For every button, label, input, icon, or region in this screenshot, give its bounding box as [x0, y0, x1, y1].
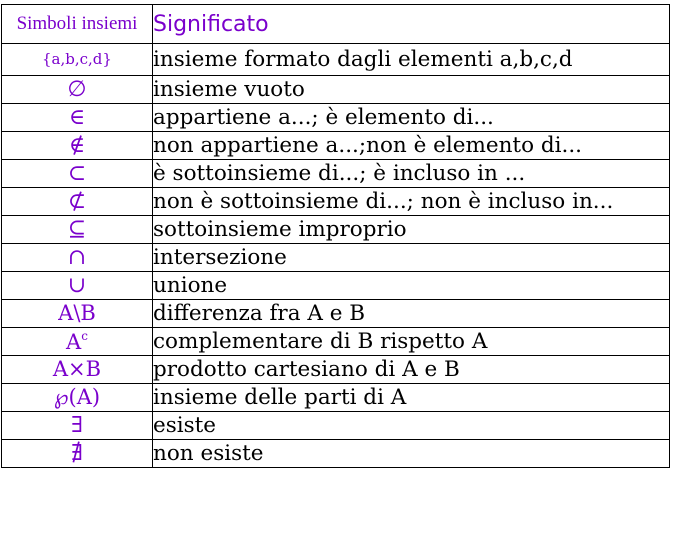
meaning-cell: unione	[153, 272, 670, 300]
symbol-cell: ⊆	[2, 216, 153, 244]
table-row	[2, 440, 670, 468]
symbol-cell: ∈	[2, 104, 153, 132]
meaning-cell: non appartiene a...;non è elemento di...	[153, 132, 670, 160]
meaning-cell: non esiste	[153, 440, 670, 468]
meaning-cell: insieme vuoto	[153, 76, 670, 104]
meaning-cell: insieme delle parti di A	[153, 384, 670, 412]
symbol-cell: ℘(A)	[2, 384, 153, 412]
meaning-cell: prodotto cartesiano di A e B	[153, 356, 670, 384]
header-meaning: Significato	[153, 5, 670, 44]
table-row	[2, 328, 670, 356]
symbol-superscript: c	[81, 329, 88, 343]
symbol-cell: ∉	[2, 132, 153, 160]
meaning-cell: esiste	[153, 412, 670, 440]
meaning-cell: è sottoinsieme di...; è incluso in ...	[153, 160, 670, 188]
table-row	[2, 44, 670, 76]
table-row	[2, 384, 670, 412]
meaning-cell: intersezione	[153, 244, 670, 272]
table-row	[2, 188, 670, 216]
symbol-cell: ∃	[2, 412, 153, 440]
table-row	[2, 272, 670, 300]
symbol-cell: A\B	[2, 300, 153, 328]
symbol-cell: ∄	[2, 440, 153, 468]
symbol-cell: ∅	[2, 76, 153, 104]
header-symbols: Simboli insiemi	[2, 5, 153, 44]
header-row	[2, 5, 670, 44]
table-row	[2, 412, 670, 440]
symbol-cell: ⊂	[2, 160, 153, 188]
symbol-cell: ∪	[2, 272, 153, 300]
meaning-cell: differenza fra A e B	[153, 300, 670, 328]
table-row	[2, 160, 670, 188]
table-row	[2, 76, 670, 104]
table-row	[2, 132, 670, 160]
symbol-cell: ∩	[2, 244, 153, 272]
symbol-cell: {a,b,c,d}	[2, 44, 153, 76]
table-row	[2, 300, 670, 328]
meaning-cell: sottoinsieme improprio	[153, 216, 670, 244]
table-row	[2, 244, 670, 272]
set-symbols-table	[1, 4, 670, 468]
symbol-cell: ⊄	[2, 188, 153, 216]
symbol-cell	[2, 328, 153, 356]
meaning-cell: appartiene a...; è elemento di...	[153, 104, 670, 132]
meaning-cell: insieme formato dagli elementi a,b,c,d	[153, 44, 670, 76]
meaning-cell: non è sottoinsieme di...; non è incluso in...	[153, 188, 670, 216]
table-row	[2, 356, 670, 384]
symbol-cell: A×B	[2, 356, 153, 384]
table-row	[2, 104, 670, 132]
table-row	[2, 216, 670, 244]
meaning-cell: complementare di B rispetto A	[153, 328, 670, 356]
symbol-base: A	[66, 330, 82, 354]
